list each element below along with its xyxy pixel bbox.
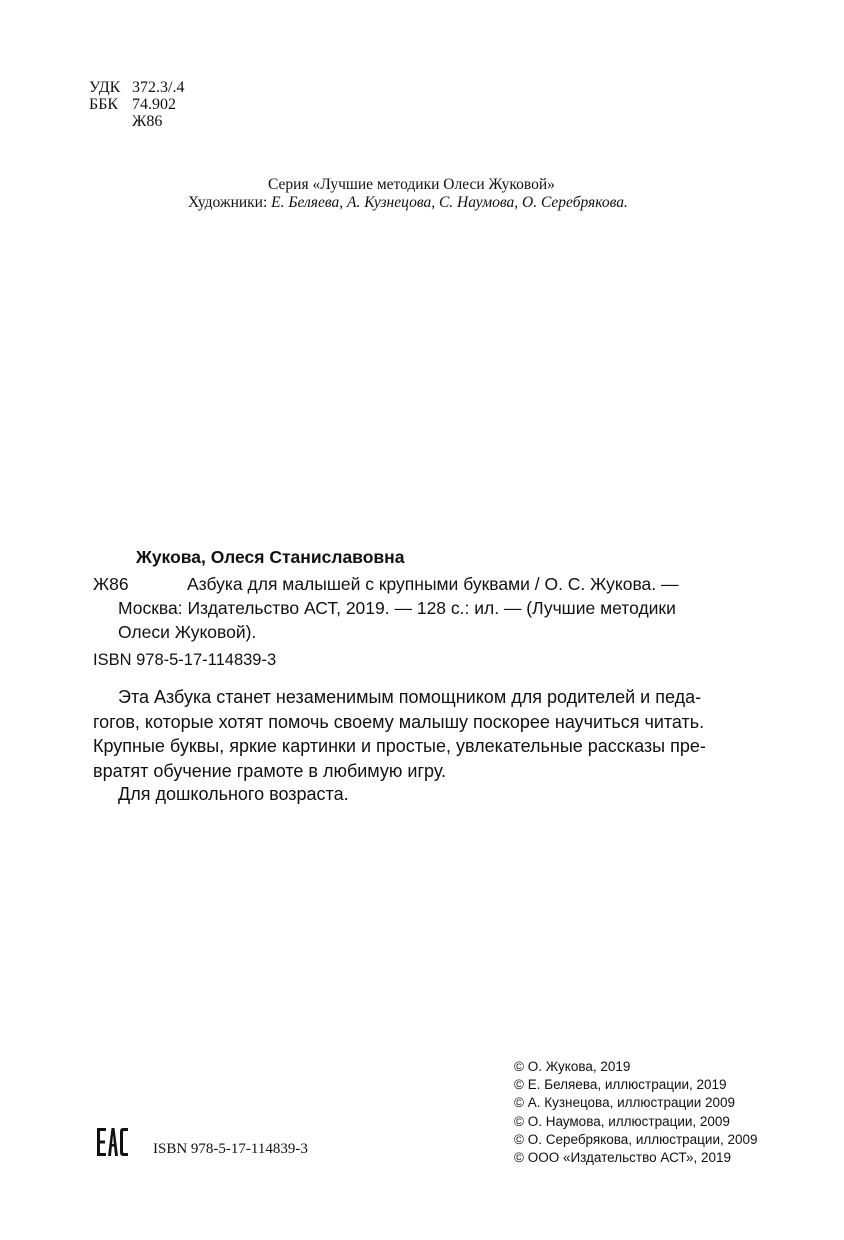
bbk-line (89, 96, 176, 113)
copyright-list (514, 1058, 758, 1167)
eac-mark-icon (97, 1127, 129, 1157)
bbk-label: ББК (89, 96, 119, 113)
series-line: Серия «Лучшие методики Олеси Жуковой» (268, 176, 555, 193)
udk-line (89, 79, 184, 96)
bib-isbn: ISBN 978-5-17-114839-3 (93, 651, 277, 669)
annotation-line-4: вратят обучение грамоте в любимую игру. (93, 761, 447, 781)
annotation-line-5: Для дошкольного возраста. (118, 784, 349, 804)
bib-line-3: Олеси Жуковой). (118, 622, 257, 642)
annotation-line-1: Эта Азбука станет незаменимым помощником для родителей и педа- (118, 687, 702, 707)
annotation-line-3: Крупные буквы, яркие картинки и простые, увлекательные рассказы пре- (93, 736, 706, 756)
udk-label: УДК (89, 79, 121, 96)
bib-author: Жукова, Олеся Станиславовна (136, 547, 405, 567)
copyright-line: © ООО «Издательство АСТ», 2019 (514, 1150, 732, 1166)
artists-names: Е. Беляева, А. Кузнецова, С. Наумова, О. Серебрякова. (271, 194, 628, 211)
bib-line-2: Москва: Издательство АСТ, 2019. — 128 с.: ил. — (Лучшие методики (118, 598, 676, 618)
bbk-value: 74.902 (132, 96, 176, 113)
annotation-line-2: гогов, которые хотят помочь своему малышу поскорее научиться читать. (93, 712, 705, 732)
copyright-line: © А. Кузнецова, иллюстрации 2009 (514, 1095, 736, 1111)
bib-sign: Ж86 (93, 574, 129, 594)
copyright-line: © О. Серебрякова, иллюстрации, 2009 (514, 1131, 758, 1147)
footer-isbn: ISBN 978-5-17-114839-3 (153, 1141, 308, 1157)
copyright-line: © О. Жукова, 2019 (514, 1059, 631, 1074)
copyright-line: © Е. Беляева, иллюстрации, 2019 (514, 1077, 727, 1093)
udk-value: 372.3/.4 (132, 79, 185, 96)
bib-line-1: Азбука для малышей с крупными буквами / О. С. Жукова. — (187, 574, 679, 594)
author-sign-top: Ж86 (132, 113, 163, 130)
copyright-line: © О. Наумова, иллюстрации, 2009 (514, 1113, 730, 1129)
artists-label: Художники: (188, 194, 268, 211)
artists-line (188, 193, 628, 212)
